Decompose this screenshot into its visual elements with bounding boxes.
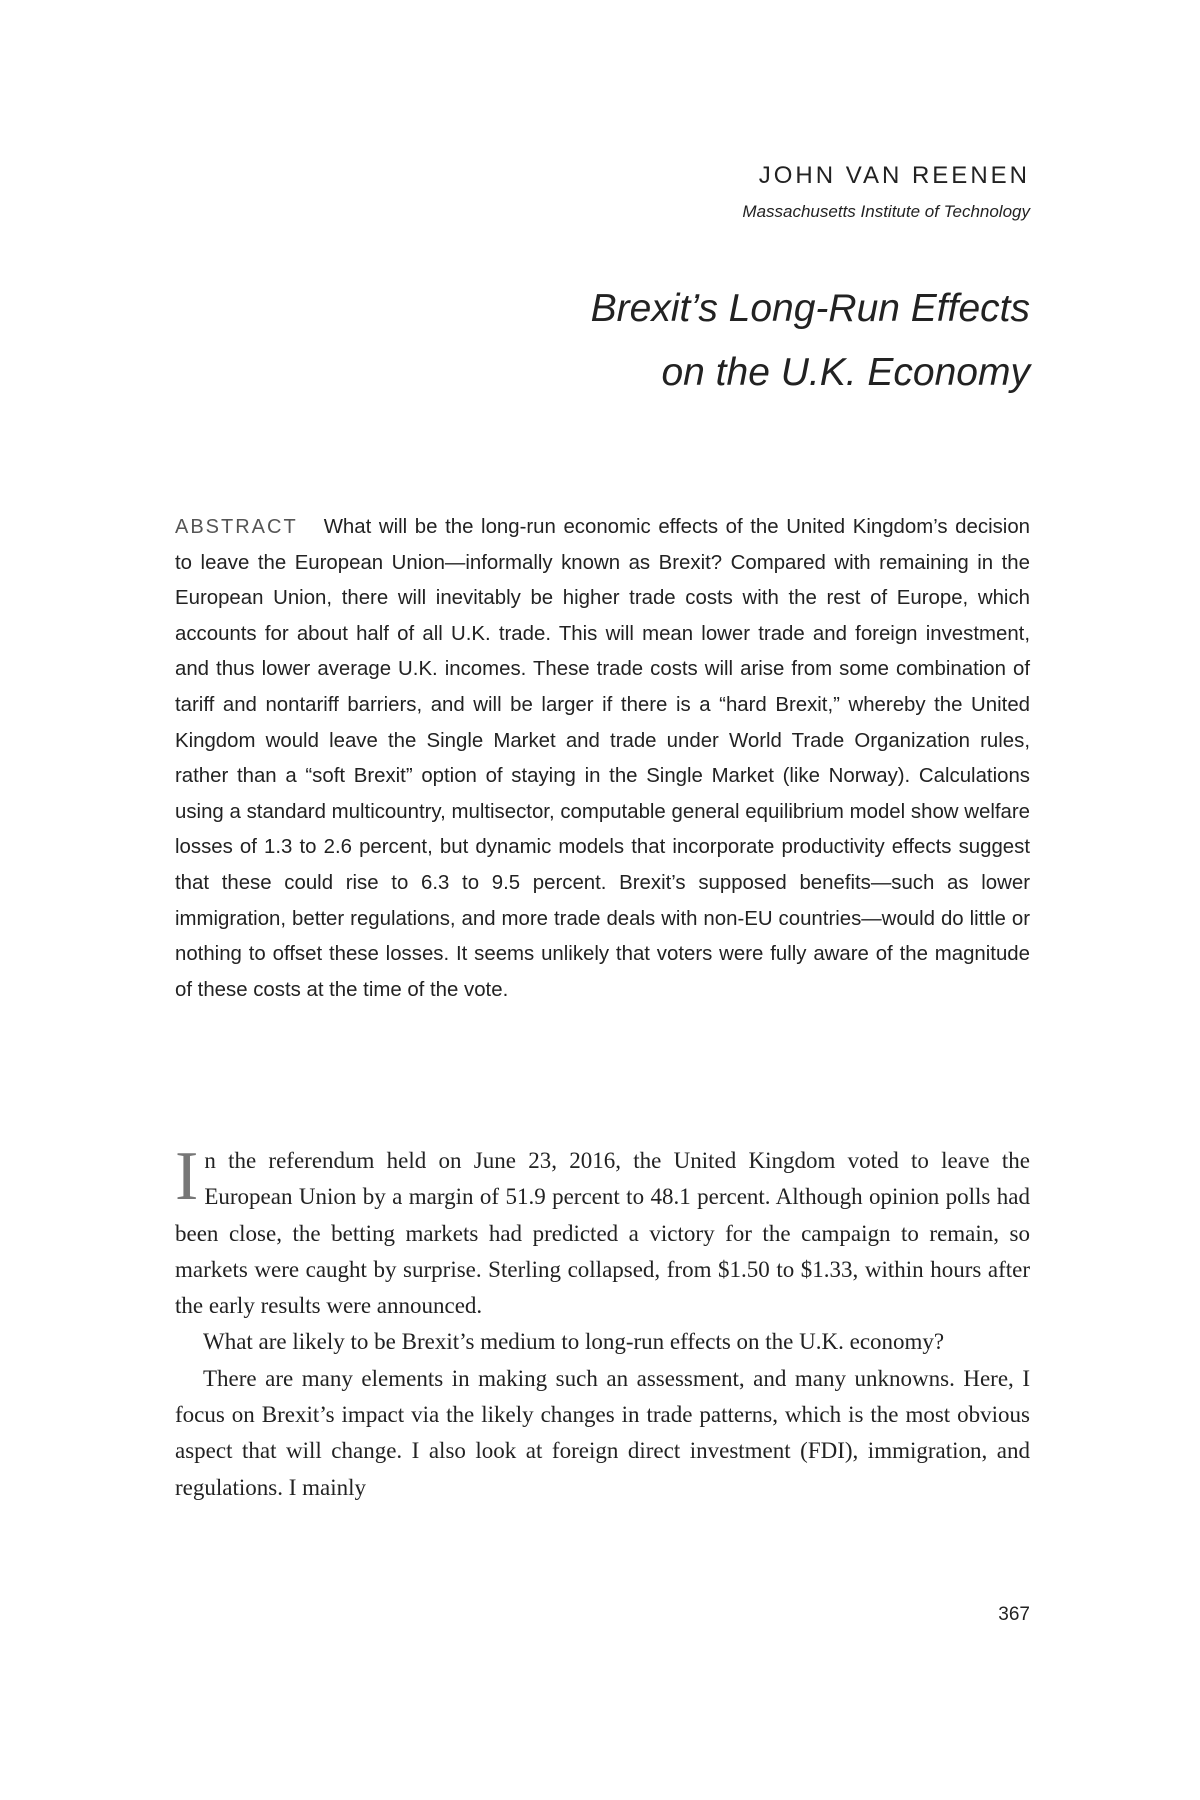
body-paragraph-1	[175, 1138, 1030, 1324]
drop-cap: I	[175, 1138, 199, 1215]
abstract-label: ABSTRACT	[175, 516, 298, 538]
body-paragraph-2: What are likely to be Brexit’s medium to long-run effects on the U.K. economy?	[203, 1329, 945, 1355]
paper-page	[175, 0, 1030, 1800]
author-block	[742, 162, 1030, 222]
author-affiliation: Massachusetts Institute of Technology	[742, 202, 1030, 221]
body-paragraph-1-text: n the referendum held on June 23, 2016, the United Kingdom voted to leave the European Union by a margin of 51.9 percent to 48.1 percent. Although opinion polls had been close, the betting markets had predicted a victory for the campaign to remain, so markets were caught by surprise. Sterling collapsed, from $1.50 to $1.33, within hours after the early results were announced.	[175, 1148, 1030, 1319]
abstract	[175, 510, 1030, 1008]
abstract-text: What will be the long-run economic effects of the United Kingdom’s decision to leave the European Union—informally known as Brexit? Compared with remaining in the European Union, there will inevitably be higher trade costs with the rest of Europe, which accounts for about half of all U.K. trade. This will mean lower trade and foreign investment, and thus lower average U.K. incomes. These trade costs will arise from some combination of tariff and nontariff barriers, and will be larger if there is a “hard Brexit,” whereby the United Kingdom would leave the Single Market and trade under World Trade Organization rules, rather than a “soft Brexit” option of staying in the Single Market (like Norway). Calculations using a standard multicountry, multisector, computable general equilibrium model show welfare losses of 1.3 to 2.6 percent, but dynamic models that incorporate productivity effects suggest that these could rise to 6.3 to 9.5 percent. Brexit’s supposed benefits—such as lower immigration, better regulations, and more trade deals with non-EU countries—would do little or nothing to offset these losses. It seems unlikely that voters were fully aware of the magnitude of these costs at the time of the vote.	[175, 516, 1030, 1001]
body-text	[175, 1138, 1030, 1506]
page-number: 367	[998, 1604, 1030, 1625]
body-paragraph-3: There are many elements in making such an assessment, and many unknowns. Here, I focus on Brexit’s impact via the likely changes in trade patterns, which is the most obvious aspect that will change. I also look at foreign direct investment (FDI), immigration, and regulations. I mainly	[175, 1365, 1030, 1500]
article-title	[591, 277, 1030, 405]
article-title-line-1: Brexit’s Long-Run Effects	[590, 287, 1030, 330]
article-title-line-2: on the U.K. Economy	[661, 351, 1030, 394]
author-name: JOHN VAN REENEN	[758, 162, 1030, 189]
